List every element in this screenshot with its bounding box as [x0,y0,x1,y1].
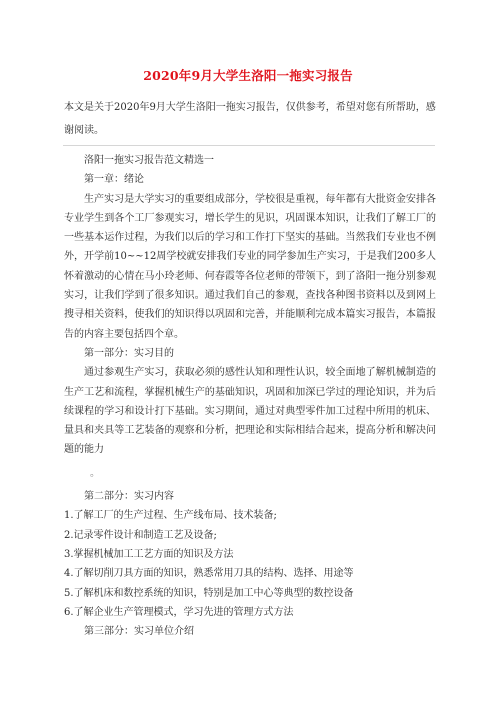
paragraph-s12: 5.了解机床和数控系统的知识，特别是加工中心等典型的数控设备 [64,587,354,599]
document-body [64,151,436,641]
paragraph-s10: 3.掌握机械加工工艺方面的知识及方法 [64,548,234,560]
paragraph-s3: 生产实习是大学实习的重要组成部分，学校很是重视，每年都有大批资金安排各专业学生到各个工厂参观实习，增长学生的见识，巩固课本知识，让我们了解工厂的一些基本运作过程，为我们以后的学习和工作打下坚实的基础。当然我们专业也不例外，开学前10~~12周学校就安排我们专业的同学参加生产实习，于是我们200多人怀着激动的心情在马小玲老师、何春霞等各位老师的带领下，到了洛阳一拖分别参观实习，让我们学到了很多知识。通过我们自己的参观，查找各种图书资料以及到网上搜寻相关资料，使我们的知识得以巩固和完善，并能顺利完成本篇实习报告，本篇报告的内容主要包括四个章。 [64,193,436,340]
paragraph-s8: 1.了解工厂的生产过程、生产线布局、技术装备; [64,510,277,522]
paragraph-s7: 第二部分：实习内容 [84,491,174,503]
paragraph-s5: 通过参观生产实习，获取必须的感性认知和理性认识，较全面地了解机械制造的生产工艺和流程，掌握机械生产的基础知识，巩固和加深已学过的理论知识，并为后续课程的学习和设计打下基础。实习期间，通过对典型零件加工过程中所用的机床、量具和夹具等工艺装备的观察和分析，把理论和实际相结合起来，提高分析和解决问题的能力 [64,367,436,456]
paragraph-s6: 。 [90,467,100,479]
document-title: 2020年9月大学生洛阳一拖实习报告 [143,68,353,83]
paragraph-s9: 2.记录零件设计和制造工艺及设备; [64,529,217,541]
paragraph-s13: 6.了解企业生产管理模式，学习先进的管理方式方法 [64,606,294,618]
paragraph-s1: 洛阳一拖实习报告范文精选一 [84,155,214,166]
paragraph-s14: 第三部分：实习单位介绍 [84,626,194,638]
divider-line [63,145,435,146]
paragraph-s4: 第一部分：实习目的 [84,347,174,359]
paragraph-s2: 第一章：绪论 [84,174,144,186]
paragraph-s11: 4.了解切削刀具方面的知识，熟悉常用刀具的结构、选择、用途等 [64,568,354,580]
intro-paragraph: 本文是关于2020年9月大学生洛阳一拖实习报告，仅供参考，希望对您有所帮助，感谢阅读。 [64,102,436,136]
